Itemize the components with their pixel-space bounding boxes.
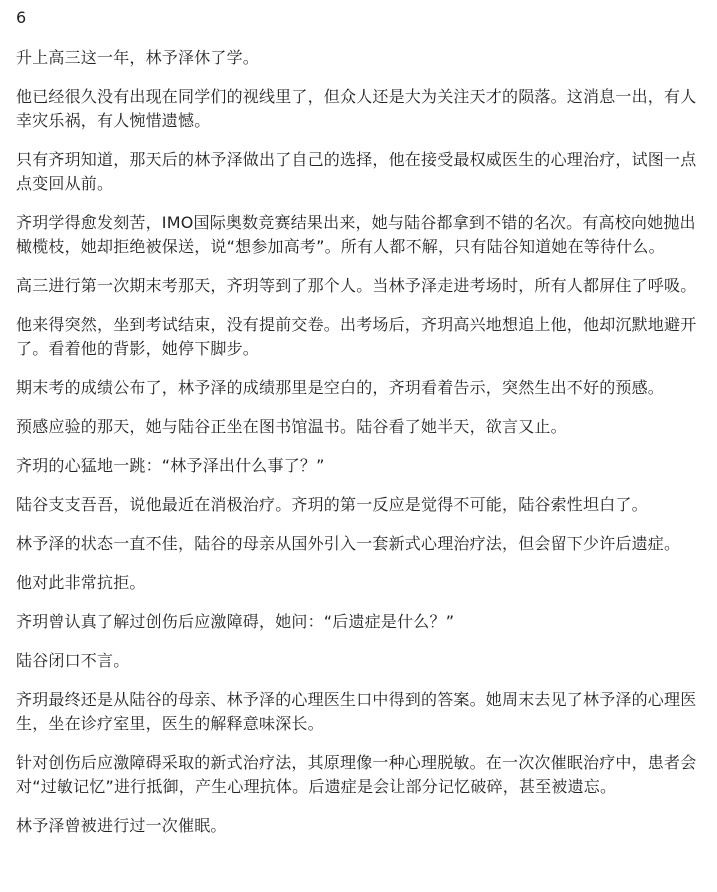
page-number: 6 (16, 8, 27, 27)
paragraph: 预感应验的那天，她与陆谷正坐在图书馆温书。陆谷看了她半天，欲言又止。 (16, 417, 567, 436)
paragraph: 齐玥学得愈发刻苦，IMO国际奥数竞赛结果出来，她与陆谷都拿到不错的名次。有高校向她抛出橄榄枝，她却拒绝被保送，说“想参加高考”。所有人都不解，只有陆谷知道她在等待什么。 (16, 213, 696, 256)
paragraph: 陆谷闭口不言。 (16, 651, 130, 670)
paragraph: 陆谷支支吾吾，说他最近在消极治疗。齐玥的第一反应是觉得不可能，陆谷索性坦白了。 (16, 495, 648, 514)
paragraph: 只有齐玥知道，那天后的林予泽做出了自己的选择，他在接受最权威医生的心理治疗，试图一点点变回从前。 (16, 150, 697, 193)
paragraph: 升上高三这一年，林予泽休了学。 (16, 48, 260, 67)
paragraph: 林予泽曾被进行过一次催眠。 (16, 816, 227, 835)
paragraph: 他对此非常抗拒。 (16, 573, 146, 592)
paragraph: 期末考的成绩公布了，林予泽的成绩那里是空白的，齐玥看着告示，突然生出不好的预感。 (16, 378, 665, 397)
paragraph: 他已经很久没有出现在同学们的视线里了，但众人还是大为关注天才的陨落。这消息一出，有人幸灾乐祸，有人惋惜遗憾。 (16, 87, 697, 130)
paragraph: 齐玥的心猛地一跳：“林予泽出什么事了？” (16, 456, 325, 475)
paragraph: 针对创伤后应激障碍采取的新式治疗法，其原理像一种心理脱敏。在一次次催眠治疗中，患者会对“过敏记忆”进行抵御，产生心理抗体。后遗症是会让部分记忆破碎，甚至被遗忘。 (16, 753, 697, 796)
paragraph: 林予泽的状态一直不佳，陆谷的母亲从国外引入一套新式心理治疗法，但会留下少许后遗症。 (16, 534, 681, 553)
paragraph: 齐玥最终还是从陆谷的母亲、林予泽的心理医生口中得到的答案。她周末去见了林予泽的心理医生，坐在诊疗室里，医生的解释意味深长。 (16, 690, 697, 733)
paragraph: 高三进行第一次期末考那天，齐玥等到了那个人。当林予泽走进考场时，所有人都屏住了呼吸。 (16, 276, 697, 295)
paragraph: 他来得突然，坐到考试结束，没有提前交卷。出考场后，齐玥高兴地想追上他，他却沉默地避开了。看着他的背影，她停下脚步。 (16, 315, 697, 358)
paragraph: 齐玥曾认真了解过创伤后应激障碍，她问：“后遗症是什么？” (16, 612, 455, 631)
